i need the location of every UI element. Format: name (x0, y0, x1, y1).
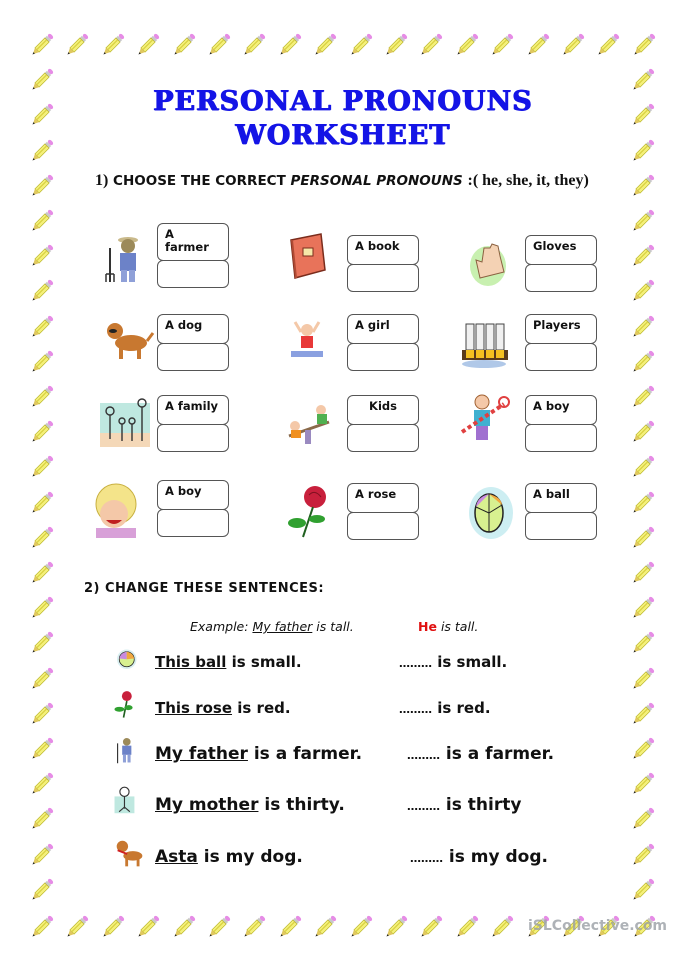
pencil-icon (628, 593, 658, 623)
pencil-icon (558, 30, 588, 60)
pencil-icon (27, 840, 57, 870)
pencil-icon (27, 699, 57, 729)
example-subject: My father (252, 619, 313, 634)
answer-box[interactable] (347, 512, 419, 540)
answer-box[interactable] (157, 509, 229, 537)
pencil-icon (27, 30, 57, 60)
card-label: A boy (157, 480, 229, 510)
girl-icon (287, 318, 339, 374)
pencil-icon (628, 382, 658, 412)
boy-icon (460, 392, 512, 448)
sentence-rest: is thirty. (264, 795, 345, 815)
answer-rest: is small. (437, 653, 508, 671)
pencil-icon (628, 664, 658, 694)
answer-box[interactable] (525, 512, 597, 540)
answer-box[interactable] (525, 264, 597, 292)
pencil-icon (133, 912, 163, 942)
card-label: A farmer (157, 223, 229, 261)
card-kids (347, 395, 419, 452)
pencil-icon (628, 488, 658, 518)
pencil-icon (275, 30, 305, 60)
sentence-1 (155, 653, 302, 671)
example-answer-rest: is tall. (440, 619, 479, 634)
pencil-icon (27, 488, 57, 518)
pencil-icon (27, 593, 57, 623)
card-dog (157, 314, 229, 371)
exercise2-heading: 2) CHANGE THESE SENTENCES: (84, 581, 325, 596)
pencil-icon (27, 312, 57, 342)
pencil-icon (27, 523, 57, 553)
pencil-icon (487, 912, 517, 942)
pencil-icon (628, 558, 658, 588)
pencil-icon (628, 769, 658, 799)
card-label: A boy (525, 395, 597, 425)
card-rose (347, 483, 419, 540)
answer-rest: is a farmer. (445, 744, 555, 764)
pencil-icon (27, 206, 57, 236)
gloves-icon (466, 236, 518, 292)
pencil-icon (628, 699, 658, 729)
card-label: A ball (525, 483, 597, 513)
rose-icon (112, 688, 146, 728)
dog-icon (113, 835, 147, 875)
sentence-3 (155, 744, 362, 764)
card-label: Gloves (525, 235, 597, 265)
answer-4 (407, 795, 521, 815)
card-book (347, 235, 419, 292)
pencil-icon (169, 912, 199, 942)
pencil-icon (523, 30, 553, 60)
card-boy (525, 395, 597, 452)
boy-face-icon (92, 482, 144, 538)
ball-icon (465, 485, 517, 541)
family-icon (98, 393, 150, 449)
answer-box[interactable] (157, 424, 229, 452)
pencil-icon (27, 558, 57, 588)
pencil-icon (27, 276, 57, 306)
ball-icon (115, 648, 149, 688)
pencil-icon (27, 628, 57, 658)
sentence-4 (155, 795, 345, 815)
pencil-icon (628, 312, 658, 342)
pencil-icon (628, 171, 658, 201)
card-label: A rose (347, 483, 419, 513)
card-farmer (157, 223, 229, 288)
pencil-icon (98, 30, 128, 60)
rose-icon (283, 483, 335, 539)
answer-rest: is my dog. (448, 847, 548, 867)
pencil-icon (381, 912, 411, 942)
pencil-icon (27, 171, 57, 201)
pencil-icon (628, 734, 658, 764)
watermark: iSLCollective.com (528, 918, 668, 934)
pencil-icon (27, 347, 57, 377)
pencil-icon (628, 241, 658, 271)
sentence-subject: This ball (155, 653, 227, 671)
example-rest: is tall. (316, 619, 354, 634)
pencil-icon (487, 30, 517, 60)
sentence-subject: This rose (155, 699, 233, 717)
answer-box[interactable] (347, 343, 419, 371)
pencil-icon (27, 664, 57, 694)
card-label: Players (525, 314, 597, 344)
card-label: A dog (157, 314, 229, 344)
card-gloves (525, 235, 597, 292)
pencil-icon (310, 30, 340, 60)
page-title-line1: PERSONAL PRONOUNS (153, 86, 533, 117)
sentence-subject: My mother (155, 795, 259, 815)
pencil-icon (310, 912, 340, 942)
answer-rest: is thirty (445, 795, 522, 815)
sentence-rest: is a farmer. (253, 744, 363, 764)
answer-blank[interactable]: ……… (399, 703, 432, 716)
pencil-icon (416, 30, 446, 60)
example-pronoun: He (418, 619, 437, 634)
answer-blank[interactable]: ……… (407, 800, 440, 813)
pronoun-options: :( he, she, it, they) (467, 172, 589, 189)
pencil-icon (452, 912, 482, 942)
sentence-subject: My father (155, 744, 248, 764)
pencil-icon (62, 30, 92, 60)
pencil-icon (275, 912, 305, 942)
pencil-icon (169, 30, 199, 60)
answer-box[interactable] (525, 424, 597, 452)
pencil-icon (204, 912, 234, 942)
exercise1-instruction (95, 172, 589, 190)
example-answer (418, 619, 478, 634)
answer-box[interactable] (525, 343, 597, 371)
answer-3 (407, 744, 554, 764)
answer-blank[interactable]: ……… (407, 749, 440, 762)
pencil-icon (593, 30, 623, 60)
pencil-icon (452, 30, 482, 60)
answer-box[interactable] (157, 343, 229, 371)
mother-icon (113, 782, 147, 822)
instruction-text: CHOOSE THE CORRECT (113, 173, 286, 189)
pencil-icon (27, 417, 57, 447)
pencil-icon (628, 347, 658, 377)
instruction-emphasis: PERSONAL PRONOUNS (290, 173, 463, 189)
pencil-icon (27, 912, 57, 942)
pencil-icon (628, 206, 658, 236)
sentence-subject: Asta (155, 847, 198, 867)
pencil-icon (27, 734, 57, 764)
pencil-icon (98, 912, 128, 942)
farmer-icon (100, 230, 152, 286)
sentence-rest: is red. (237, 699, 291, 717)
card-label: A girl (347, 314, 419, 344)
pencil-icon (239, 30, 269, 60)
pencil-icon (239, 912, 269, 942)
card-label: A family (157, 395, 229, 425)
farmer-icon (113, 733, 147, 773)
answer-box[interactable] (157, 260, 229, 288)
pencil-icon (381, 30, 411, 60)
pencil-icon (133, 30, 163, 60)
pencil-icon (416, 912, 446, 942)
pencil-icon (628, 840, 658, 870)
answer-box[interactable] (347, 264, 419, 292)
pencil-icon (629, 30, 659, 60)
pencil-icon (27, 241, 57, 271)
sentence-2 (155, 699, 291, 717)
kids-icon (285, 400, 337, 456)
answer-blank[interactable]: ……… (410, 852, 443, 865)
example-sentence (190, 619, 354, 634)
pencil-icon (628, 417, 658, 447)
pencil-icon (62, 912, 92, 942)
answer-5 (410, 847, 548, 867)
card-label: A book (347, 235, 419, 265)
pencil-icon (628, 452, 658, 482)
sentence-rest: is small. (231, 653, 302, 671)
card-family (157, 395, 229, 452)
players-icon (460, 314, 512, 370)
sentence-5 (155, 847, 303, 867)
sentence-rest: is my dog. (203, 847, 303, 867)
pencil-icon (27, 769, 57, 799)
page-title-line2: WORKSHEET (235, 120, 451, 151)
pencil-icon (27, 452, 57, 482)
pencil-icon (628, 804, 658, 834)
answer-1 (399, 653, 507, 671)
dog-icon (103, 313, 155, 369)
pencil-icon (27, 875, 57, 905)
book-icon (285, 230, 337, 286)
pencil-icon (346, 30, 376, 60)
card-label: Kids (347, 395, 419, 425)
pencil-icon (628, 875, 658, 905)
card-boy-face (157, 480, 229, 537)
answer-2 (399, 699, 491, 717)
pencil-icon (27, 804, 57, 834)
exercise-number: 1) (95, 172, 109, 189)
pencil-icon (346, 912, 376, 942)
pencil-icon (628, 276, 658, 306)
pencil-icon (628, 523, 658, 553)
answer-rest: is red. (437, 699, 491, 717)
card-girl (347, 314, 419, 371)
answer-box[interactable] (347, 424, 419, 452)
answer-blank[interactable]: ……… (399, 657, 432, 670)
card-players (525, 314, 597, 371)
pencil-icon (204, 30, 234, 60)
pencil-icon (27, 382, 57, 412)
pencil-icon (628, 628, 658, 658)
example-prefix: Example: (190, 619, 249, 634)
card-ball (525, 483, 597, 540)
